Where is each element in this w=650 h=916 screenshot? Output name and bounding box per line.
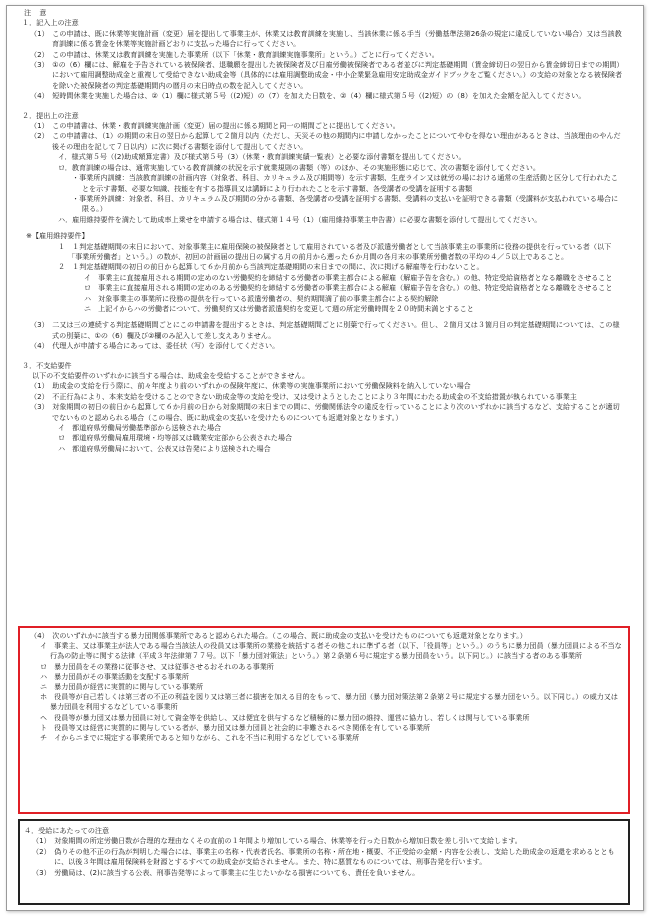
section2-subitem: イ．様式第５号（(2)助成額算定書）及び様式第５号（3）（休業・教育訓練実績一覧表）と必要な添付書類を提出してください。 [58,152,466,162]
section3-subitem: ロ 都道府県労働局雇用環境・均等部又は職業安定部から公表された場合 [58,433,293,443]
section3-box-subitem: ト 役員等又は経営に実質的に関与している者が、暴力団又は暴力団員と社会的に非難されるべき関係を有している事業所 [40,722,431,732]
employment-requirement-item: １ １判定基礎期間の末日において、対象事業主に雇用保険の被保険者として雇用されている者及び派遣労働者として当該事業主の事業所に役務の提供を行っている者（以下「事業所労働者」という。）の数が、初回の計画届の提出日の属する月の前月から遡った６か月間の各月末の事業所労働者数の平均の４／５以上であること。 [58,241,612,261]
employment-requirement-subitem: ニ 上記イからハの労働者について、労働契約又は労働者派遣契約を変更して週の所定労働時間を２０時間未満とすること [84,303,474,313]
section3-box-subitem: ハ 暴力団員がその事業活動を支配する事業所 [40,671,189,681]
section3-item: （2） 不正行為により、本来支給を受けることのできない助成金等の支給を受け、又は受けようとしたことにより３年間にわたる助成金の不支給措置が執られている事業主 [30,391,577,401]
section2-subitem: ハ．雇用維持要件を満たして助成率上乗せを申請する場合は、様式第１４号（1）（雇用維持事業主申告書）に必要な書類を添付して提出してください。 [58,214,542,224]
section1-heading: １．記入上の注意 [22,18,79,28]
section3-item: （3） 対象期間の初日の前日から起算して６か月前の日から対象期間の末日までの間に、労働関係法令の違反を行っていることにより次のいずれかに該当するなど、支給することが適切でないものと認められる場合（この場合、既に助成金の支払いを受けたものについても返還対象となります。） [30,402,620,422]
section4-item: （2） 偽りその他不正の行為が判明した場合には、事業主の名称・代表者氏名、事業所の名称・所在地・概要、不正受給の金額・内容を公表し、支給した助成金の返還を求めるとともに、以後３年間は雇用保険料を財源とするすべての助成金が支給されません。また、特に悪質なものについては、刑事告発を行います。 [32,846,615,867]
section3-box-item: （4） 次のいずれかに該当する暴力団関係事業所であると認められた場合。（この場合、既に助成金の支払いを受けたものについても返還対象となります。） [30,631,527,640]
section2-item: （1） この申請書は、休業・教育訓練実施計画（変更）届の提出に係る期間と同一の期間ごとに提出してください。 [30,121,400,131]
section2-heading: ２．提出上の注意 [22,110,79,120]
section1-item: （1） この申請は、既に休業等実施計画（変更）届を提出して事業主が、休業又は教育訓練を実施し、当該休業に係る手当（労働基準法第26条の規定に違反していない場合）又は当該教育訓練に係る賃金を休業等実施計画どおりに支払った場合に行ってください。 [30,28,622,49]
employment-requirement-subitem: イ 事業主に直接雇用される期間の定めのない労働契約を締結する労働者の事業主都合による解雇（解雇予告を含む。）の他、特定受給資格者となる離職をさせること [84,272,613,282]
section3-heading: ３．不支給要件 [22,360,72,370]
section2-subsubitem: ・事業所内訓練：当該教育訓練の計画内容（対象者、科目、カリキュラム及び期間等）を示す書類、生産ライン又は就労の場における通常の生産活動と区分して行われたことを示す書類、必要な知識、技能を有する指導員又は講師により行われたことを示す書類、各受講者の受講を証明する書類 [72,173,618,193]
employment-requirement-heading: ※【雇用維持要件】 [26,231,89,241]
section2-subitem: ロ．教育訓練の場合は、通常実施している教育訓練の状況を示す就業規則の書類（等）のほか、その実施形態に応じて、次の書類を添付してください。 [58,162,540,172]
section1-item: （4） 短時間休業を実施した場合は、②（1）欄に様式第５号（(2)短）の（7）を加えた日数を、②（4）欄に様式第５号（(2)短）の（8）を加えた金額を記入してください。 [30,91,586,101]
section3-subitem: イ 都道府県労働局労働基準部から送検された場合 [58,423,222,433]
section3-intro: 以下の不支給要件のいずれかに該当する場合は、助成金を受給することができません。 [32,371,310,380]
section3-item: （1） 助成金の支給を行う際に、前々年度より前のいずれかの保険年度に、休業等の実施事業所において労働保険料を納入していない場合 [30,381,471,391]
section3-box-subitem: ホ 役員等が自己若しくは第三者の不正の利益を図り又は第三者に損害を加える目的をもって、暴力団（暴力団対策法第２条第２号に規定する暴力団をいう。以下同じ。）の威力又は暴力団員を利用するなどしている事業所 [40,692,618,712]
section3-box-subitem: ロ 暴力団員をその業務に従事させ、又は従事させるおそれのある事業所 [40,661,274,671]
section1-item: （3） ①の（6）欄には、解雇を予告されている被保険者、退職願を提出した被保険者及び日雇労働被保険者である者並びに判定基礎期間（賃金締切日の翌日から賃金締切日までの期間）において雇用調整助成金と重複して受給できない助成金等（具体的には雇用調整助成金・中小企業緊急雇用安定助成金ガイドブックをご覧ください。）の支給の対象となる被保険者を除いた被保険者の判定基礎期間内の暦月の末日時点の数を記入してください。 [30,60,624,90]
employment-requirement-item: ２ １判定基礎期間の初日の前日から起算して６か月前から当該判定基礎期間の末日までの間に、次に掲げる解雇等を行わないこと。 [58,262,484,272]
section4-item: （1） 対象期間の所定労働日数が合理的な理由なくその直前の１年間より増加している場合、休業等を行った日数から増加日数を差し引いて支給します。 [32,836,522,846]
section3-box-subitem: チ イからニまでに規定する事業所であると知りながら、これを不当に利用するなどしている事業所 [40,733,360,743]
section2-item: （4） 代理人が申請する場合にあっては、委任状（写）を添付してください。 [30,341,280,351]
section4-item: （3） 労働局は、(2)に該当する公表、刑事告発等によって事業主に生じたいかなる損害についても、責任を負いません。 [32,867,420,877]
section3-box-subitem: ヘ 役員等が暴力団又は暴力団員に対して資金等を供給し、又は便宜を供与するなど積極的に暴力団の維持、運営に協力し、若しくは関与している事業所 [40,712,530,722]
section4-content [24,826,624,878]
section1-item: （2） この申請は、休業又は教育訓練を実施した事業所（以下「休業・教育訓練実施事業所」という。）ごとに行ってください。 [30,49,439,59]
employment-requirement-subitem: ハ 対象事業主の事業所に役務の提供を行っている派遣労働者の、契約期間満了前の事業主都合による契約解除 [84,293,439,303]
section3-box-subitem: イ 事業主、又は事業主が法人である場合当該法人の役員又は事業所の業務を統括する者その他これに準ずる者（以下、「役員等」という。）のうちに暴力団員（暴力団員による不当な行為の防止等に関する法律（平成３年法律第７７号。以下「暴力団対策法」という。）第２条第６号に規定する暴力団員をいう。以下同じ。）に該当する者のある事業所 [40,641,622,661]
section2-subsubitem: ・事業所外訓練：対象者、科目、カリキュラム及び期間の分かる書類、各受講者の受講を証明する書類、受講料の支払いを証明できる書類（受講料が支払われている場合に限る。） [72,193,619,214]
notes-content [22,8,624,454]
notes-title: 注 意 [24,8,50,17]
employment-requirement-subitem: ロ 事業主に直接雇用される期間の定めのある労働契約を締結する労働者の事業主都合による解雇（解雇予告を含む。）の他、特定受給資格者となる離職をさせること [84,283,613,293]
section2-item: （2） この申請書は、（1）の期間の末日の翌日から起算して２箇月以内（ただし、天災その他の期間内に申請しなかったことについてやむを得ない理由があるときは、当該理由のやんだ後その理由を記して７日以内）に次に掲げる書類を添付して提出してください。 [30,131,621,151]
section4-heading: ４．受給にあたっての注意 [24,826,110,835]
section2-item: （3） 二又は三の連続する判定基礎期間ごとにこの申請書を提出するときは、判定基礎期間ごとに別葉で行ってください。但し、２箇月又は３箇月目の判定基礎期間については、この様式の別葉に、①の（6）欄及び②欄のみ記入して差し支えありません。 [30,320,620,340]
section3-subitem: ハ 都道府県労働局において、公表又は告発により送検された場合 [58,443,271,453]
antisocial-forces-highlight-frame [18,626,630,814]
section3-box-subitem: ニ 暴力団員が経営に実質的に関与している事業所 [40,682,204,692]
